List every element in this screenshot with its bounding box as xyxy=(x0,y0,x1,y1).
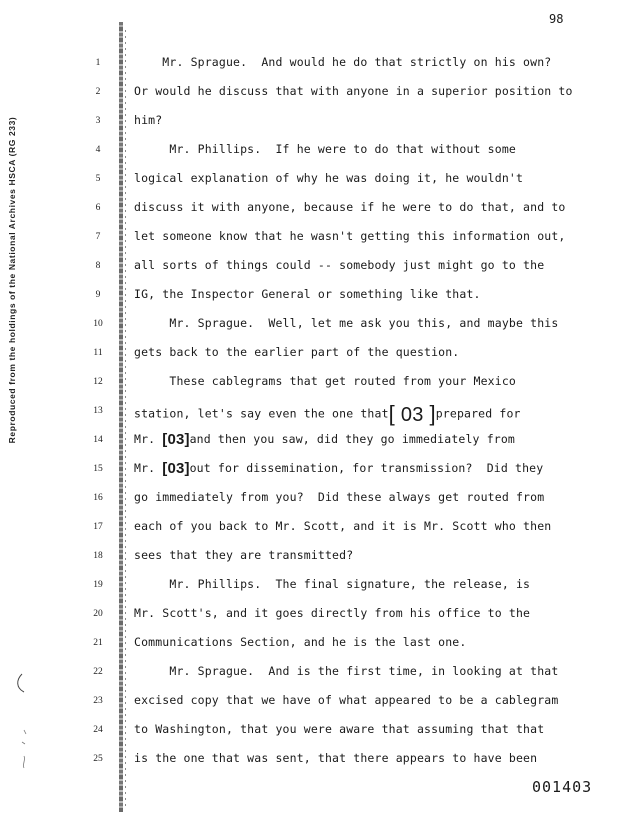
line-number: 6 xyxy=(95,203,101,213)
line-text xyxy=(134,55,551,69)
transcript-line xyxy=(0,52,638,72)
redaction-mark: [ 03 ] xyxy=(388,401,436,426)
line-text xyxy=(134,142,516,156)
text-segment: to Washington, that you were aware that assuming that that xyxy=(134,722,545,736)
text-segment: go immediately from you? Did these always get routed from xyxy=(134,490,545,504)
line-number: 5 xyxy=(95,174,101,184)
text-segment: each of you back to Mr. Scott, and it is Mr. Scott who then xyxy=(134,519,552,533)
text-segment: Or would he discuss that with anyone in a superior position to xyxy=(134,84,573,98)
transcript-line xyxy=(0,719,638,739)
transcript-line xyxy=(0,690,638,710)
line-number: 7 xyxy=(95,232,101,242)
line-number: 1 xyxy=(95,58,101,68)
transcript-line xyxy=(0,284,638,304)
line-number: 21 xyxy=(93,638,103,648)
line-number: 12 xyxy=(93,377,103,387)
transcript-line xyxy=(0,400,638,426)
text-segment: Mr. Sprague. And would he do that strictly on his own? xyxy=(134,55,552,69)
redaction-mark: [03] xyxy=(162,460,190,477)
text-segment: discuss it with anyone, because if he were to do that, and to xyxy=(134,200,566,214)
text-segment: excised copy that we have of what appeared to be a cablegram xyxy=(134,693,559,707)
text-segment: Mr. Sprague. Well, let me ask you this, and maybe this xyxy=(134,316,559,330)
transcript-line xyxy=(0,371,638,391)
line-number: 2 xyxy=(95,87,101,97)
line-number: 25 xyxy=(93,754,103,764)
transcript-line xyxy=(0,313,638,333)
text-segment: Mr. xyxy=(134,432,163,446)
text-segment: Mr. xyxy=(134,461,163,475)
line-text xyxy=(134,519,551,533)
line-text xyxy=(134,374,516,388)
line-number: 8 xyxy=(95,261,101,271)
transcript-line xyxy=(0,81,638,101)
line-text xyxy=(134,461,543,476)
redaction-code: 03 xyxy=(167,460,185,477)
text-segment: and then you saw, did they go immediately from xyxy=(189,432,515,446)
line-text xyxy=(134,287,481,301)
line-number: 14 xyxy=(93,435,103,445)
line-text xyxy=(134,84,573,98)
line-text xyxy=(134,171,523,185)
transcript-line xyxy=(0,110,638,130)
text-segment: out for dissemination, for transmission? Did they xyxy=(189,461,544,475)
redaction-mark: [03] xyxy=(162,431,190,448)
text-segment: Mr. Sprague. And is the first time, in looking at that xyxy=(134,664,559,678)
archive-stamp-text: Reproduced from the holdings of the National Archives HSCA (RG 233) xyxy=(7,116,17,444)
text-segment: let someone know that he wasn't getting this information out, xyxy=(134,229,566,243)
line-number: 24 xyxy=(93,725,103,735)
transcript-line xyxy=(0,197,638,217)
text-segment: Mr. Phillips. If he were to do that without some xyxy=(134,142,516,156)
transcript-line xyxy=(0,545,638,565)
transcript-line xyxy=(0,226,638,246)
line-text xyxy=(134,403,521,425)
line-number: 4 xyxy=(95,145,101,155)
margin-scribble xyxy=(12,672,32,782)
transcript-line xyxy=(0,487,638,507)
transcript-line xyxy=(0,632,638,652)
line-text xyxy=(134,693,558,707)
document-id: 001403 xyxy=(532,778,593,796)
line-text xyxy=(134,722,544,736)
page-number: 98 xyxy=(549,12,564,26)
line-number: 13 xyxy=(93,406,103,416)
line-text xyxy=(134,316,558,330)
line-text xyxy=(134,258,544,272)
transcript-line xyxy=(0,255,638,275)
text-segment: all sorts of things could -- somebody just might go to the xyxy=(134,258,545,272)
line-text xyxy=(134,490,544,504)
transcript-line xyxy=(0,748,638,768)
line-number: 16 xyxy=(93,493,103,503)
line-number: 9 xyxy=(95,290,101,300)
redaction-code: 03 xyxy=(167,431,185,448)
line-text xyxy=(134,664,558,678)
transcript-line xyxy=(0,342,638,362)
transcript-line xyxy=(0,458,638,478)
transcript-line xyxy=(0,429,638,449)
transcript-line xyxy=(0,603,638,623)
text-segment: logical explanation of why he was doing it, he wouldn't xyxy=(134,171,524,185)
text-segment: gets back to the earlier part of the question. xyxy=(134,345,460,359)
line-number: 15 xyxy=(93,464,103,474)
transcript-line xyxy=(0,139,638,159)
line-text xyxy=(134,200,566,214)
line-number: 18 xyxy=(93,551,103,561)
line-text xyxy=(134,432,515,447)
transcript-line xyxy=(0,516,638,536)
line-text xyxy=(134,548,353,562)
text-segment: is the one that was sent, that there appears to have been xyxy=(134,751,538,765)
text-segment: station, let's say even the one that xyxy=(134,406,389,421)
text-segment: sees that they are transmitted? xyxy=(134,548,354,562)
text-segment: Mr. Scott's, and it goes directly from his office to the xyxy=(134,606,531,620)
text-segment: him? xyxy=(134,113,163,127)
text-segment: prepared for xyxy=(435,406,521,421)
line-number: 23 xyxy=(93,696,103,706)
text-segment: Communications Section, and he is the last one. xyxy=(134,635,467,649)
line-text xyxy=(134,113,162,127)
transcript-line xyxy=(0,661,638,681)
line-number: 20 xyxy=(93,609,103,619)
line-text xyxy=(134,229,566,243)
transcript-line xyxy=(0,168,638,188)
text-segment: IG, the Inspector General or something like that. xyxy=(134,287,481,301)
line-number: 22 xyxy=(93,667,103,677)
line-text xyxy=(134,635,466,649)
line-number: 3 xyxy=(95,116,101,126)
line-number: 10 xyxy=(93,319,103,329)
line-text xyxy=(134,577,530,591)
line-text xyxy=(134,345,459,359)
redaction-code: 03 xyxy=(400,404,424,426)
text-segment: Mr. Phillips. The final signature, the release, is xyxy=(134,577,531,591)
line-number: 17 xyxy=(93,522,103,532)
text-segment: These cablegrams that get routed from your Mexico xyxy=(134,374,516,388)
line-text xyxy=(134,606,530,620)
transcript-line xyxy=(0,574,638,594)
line-number: 11 xyxy=(93,348,103,358)
line-number: 19 xyxy=(93,580,103,590)
line-text xyxy=(134,751,537,765)
